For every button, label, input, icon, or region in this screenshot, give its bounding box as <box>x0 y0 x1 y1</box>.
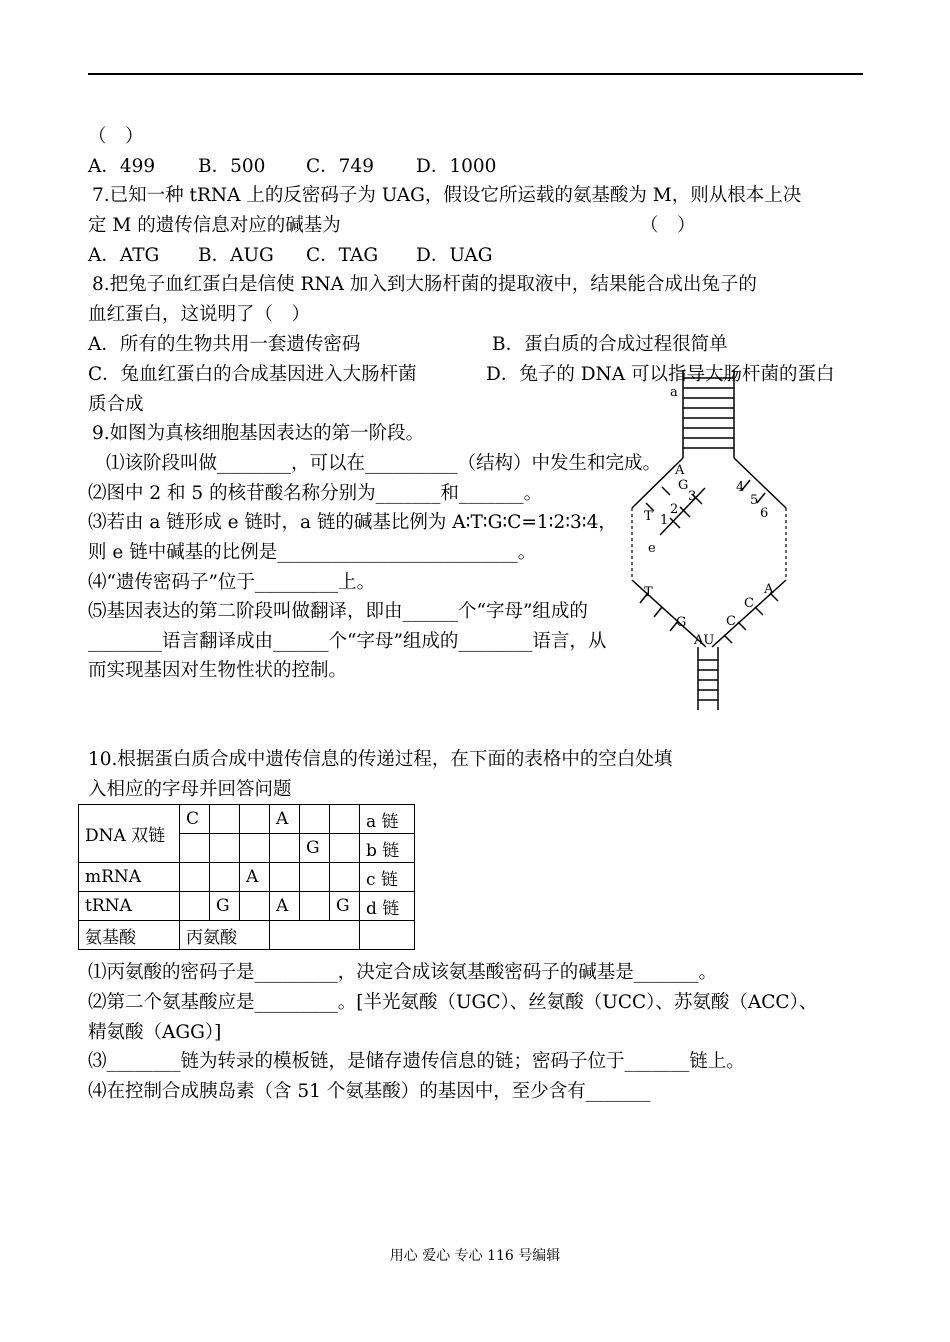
q7-option-b: B．AUG <box>198 245 274 266</box>
row-d-label: d 链 <box>360 892 415 921</box>
q7-stem-line2: 定 M 的遗传信息对应的碱基为 <box>88 215 341 236</box>
label-4: 4 <box>736 480 745 495</box>
q7-option-d: D．UAG <box>416 245 493 266</box>
q7-stem-line1: 7.已知一种 tRNA 上的反密码子为 UAG，假设它所运载的氨基酸为 M，则从根本上决 <box>92 185 802 206</box>
q8-option-a: A．所有的生物共用一套遗传密码 <box>88 334 361 355</box>
label-e: e <box>648 541 656 556</box>
cell-d6: G <box>330 892 360 921</box>
amino-acid-3 <box>360 921 415 950</box>
q8-stem-line2: 血红蛋白，这说明了（ ） <box>88 304 311 325</box>
amino-acid-2 <box>270 921 360 950</box>
cell-a4: A <box>270 805 300 834</box>
q9-sub5: ⑸基因表达的第二阶段叫做翻译，即由______个“字母”组成的 <box>88 601 588 622</box>
q9-stem: 9.如图为真核细胞基因表达的第一阶段。 <box>92 423 425 444</box>
transcription-table <box>78 804 415 950</box>
label-2: 2 <box>670 502 679 517</box>
q9-sub3-cont: 则 e 链中碱基的比例是__________________________。 <box>88 542 537 563</box>
q9-sub2: ⑵图中 2 和 5 的核苷酸名称分别为_______和_______。 <box>88 483 543 504</box>
label-a: a <box>670 385 678 400</box>
cell-b2 <box>210 834 240 863</box>
q7-option-c: C．TAG <box>306 245 379 266</box>
q6-paren: （ ） <box>88 126 144 147</box>
cell-d4: A <box>270 892 300 921</box>
cell-c4 <box>270 863 300 892</box>
q8-option-d: D．兔子的 DNA 可以指导大肠杆菌的蛋白 <box>486 364 835 385</box>
cell-c6 <box>330 863 360 892</box>
cell-b6 <box>330 834 360 863</box>
q9-sub1: ⑴该阶段叫做________，可以在__________（结构）中发生和完成。 <box>106 453 662 474</box>
q10-sub4: ⑷在控制合成胰岛素（含 51 个氨基酸）的基因中，至少含有_______ <box>88 1081 651 1102</box>
q10-stem-line1: 10.根据蛋白质合成中遗传信息的传递过程，在下面的表格中的空白处填 <box>88 749 673 770</box>
cell-a6 <box>330 805 360 834</box>
cell-a2 <box>210 805 240 834</box>
q9-sub5-cont2: 而实现基因对生物性状的控制。 <box>88 660 348 681</box>
q8-option-b: B．蛋白质的合成过程很简单 <box>492 334 728 355</box>
q6-option-a: A．499 <box>88 156 156 177</box>
label-G-upper: G <box>678 478 689 493</box>
q8-option-d-cont: 质合成 <box>88 394 144 415</box>
q8-option-c: C．兔血红蛋白的合成基因进入大肠杆菌 <box>88 364 417 385</box>
q10-sub2-cont: 精氨酸（AGG）] <box>88 1022 222 1043</box>
q9-sub3: ⑶若由 a 链形成 e 链时，a 链的碱基比例为 A∶T∶G∶C=1∶2∶3∶4， <box>88 512 617 533</box>
label-G-lower: G <box>676 615 687 630</box>
q8-stem-line1: 8.把兔子血红蛋白是信使 RNA 加入到大肠杆菌的提取液中，结果能合成出兔子的 <box>92 274 757 295</box>
cell-b4 <box>270 834 300 863</box>
q9-sub4: ⑷“遗传密码子”位于_________上。 <box>88 572 376 593</box>
cell-d5 <box>300 892 330 921</box>
label-A-lower: A <box>764 582 774 597</box>
label-C-lower: C <box>744 596 754 611</box>
cell-a3 <box>240 805 270 834</box>
cell-a5 <box>300 805 330 834</box>
label-6: 6 <box>760 506 769 521</box>
q9-sub5-cont: ________语言翻译成由______个“字母”组成的________语言，从 <box>88 631 607 652</box>
row-a-label: a 链 <box>360 805 415 834</box>
table-row <box>79 863 415 892</box>
cell-c5 <box>300 863 330 892</box>
q10-sub2: ⑵第二个氨基酸应是_________。[半光氨酸（UGC）、丝氨酸（UCC）、苏氨酸（ACC）、 <box>88 992 818 1013</box>
label-T-lower: T <box>644 585 653 600</box>
cell-d1 <box>180 892 210 921</box>
q10-sub1: ⑴丙氨酸的密码子是_________，决定合成该氨基酸密码子的碱基是_______。 <box>88 962 718 983</box>
table-row <box>79 805 415 834</box>
mrna-label: mRNA <box>79 863 180 892</box>
cell-d3 <box>240 892 270 921</box>
q6-option-b: B．500 <box>198 156 266 177</box>
q10-sub3: ⑶________链为转录的模板链，是储存遗传信息的链；密码子位于_______链上。 <box>88 1051 745 1072</box>
label-3: 3 <box>688 489 697 504</box>
amino-acid-label: 氨基酸 <box>79 921 180 950</box>
label-1: 1 <box>660 513 669 528</box>
q6-option-c: C．749 <box>306 156 374 177</box>
row-b-label: b 链 <box>360 834 415 863</box>
q7-option-a: A．ATG <box>88 245 160 266</box>
header-rule <box>88 73 863 75</box>
label-5: 5 <box>750 493 759 508</box>
label-AU-lower: AU <box>694 633 715 648</box>
cell-d2: G <box>210 892 240 921</box>
page-footer: 用心 爱心 专心 116 号编辑 <box>389 1248 561 1264</box>
transcription-diagram <box>620 370 800 715</box>
table-row <box>79 921 415 950</box>
cell-c2 <box>210 863 240 892</box>
label-T-upper: T <box>644 509 653 524</box>
row-c-label: c 链 <box>360 863 415 892</box>
q6-option-d: D．1000 <box>416 156 497 177</box>
cell-b5: G <box>300 834 330 863</box>
label-A-upper: A <box>675 463 685 478</box>
cell-c1 <box>180 863 210 892</box>
cell-c3: A <box>240 863 270 892</box>
cell-b1 <box>180 834 210 863</box>
dna-label: DNA 双链 <box>79 805 180 863</box>
cell-b3 <box>240 834 270 863</box>
label-C-lower2: C <box>726 614 736 629</box>
table-row <box>79 892 415 921</box>
cell-a1: C <box>180 805 210 834</box>
amino-acid-1: 丙氨酸 <box>180 921 270 950</box>
q7-paren: （ ） <box>640 215 696 236</box>
trna-label: tRNA <box>79 892 180 921</box>
q10-stem-line2: 入相应的字母并回答问题 <box>88 779 292 800</box>
